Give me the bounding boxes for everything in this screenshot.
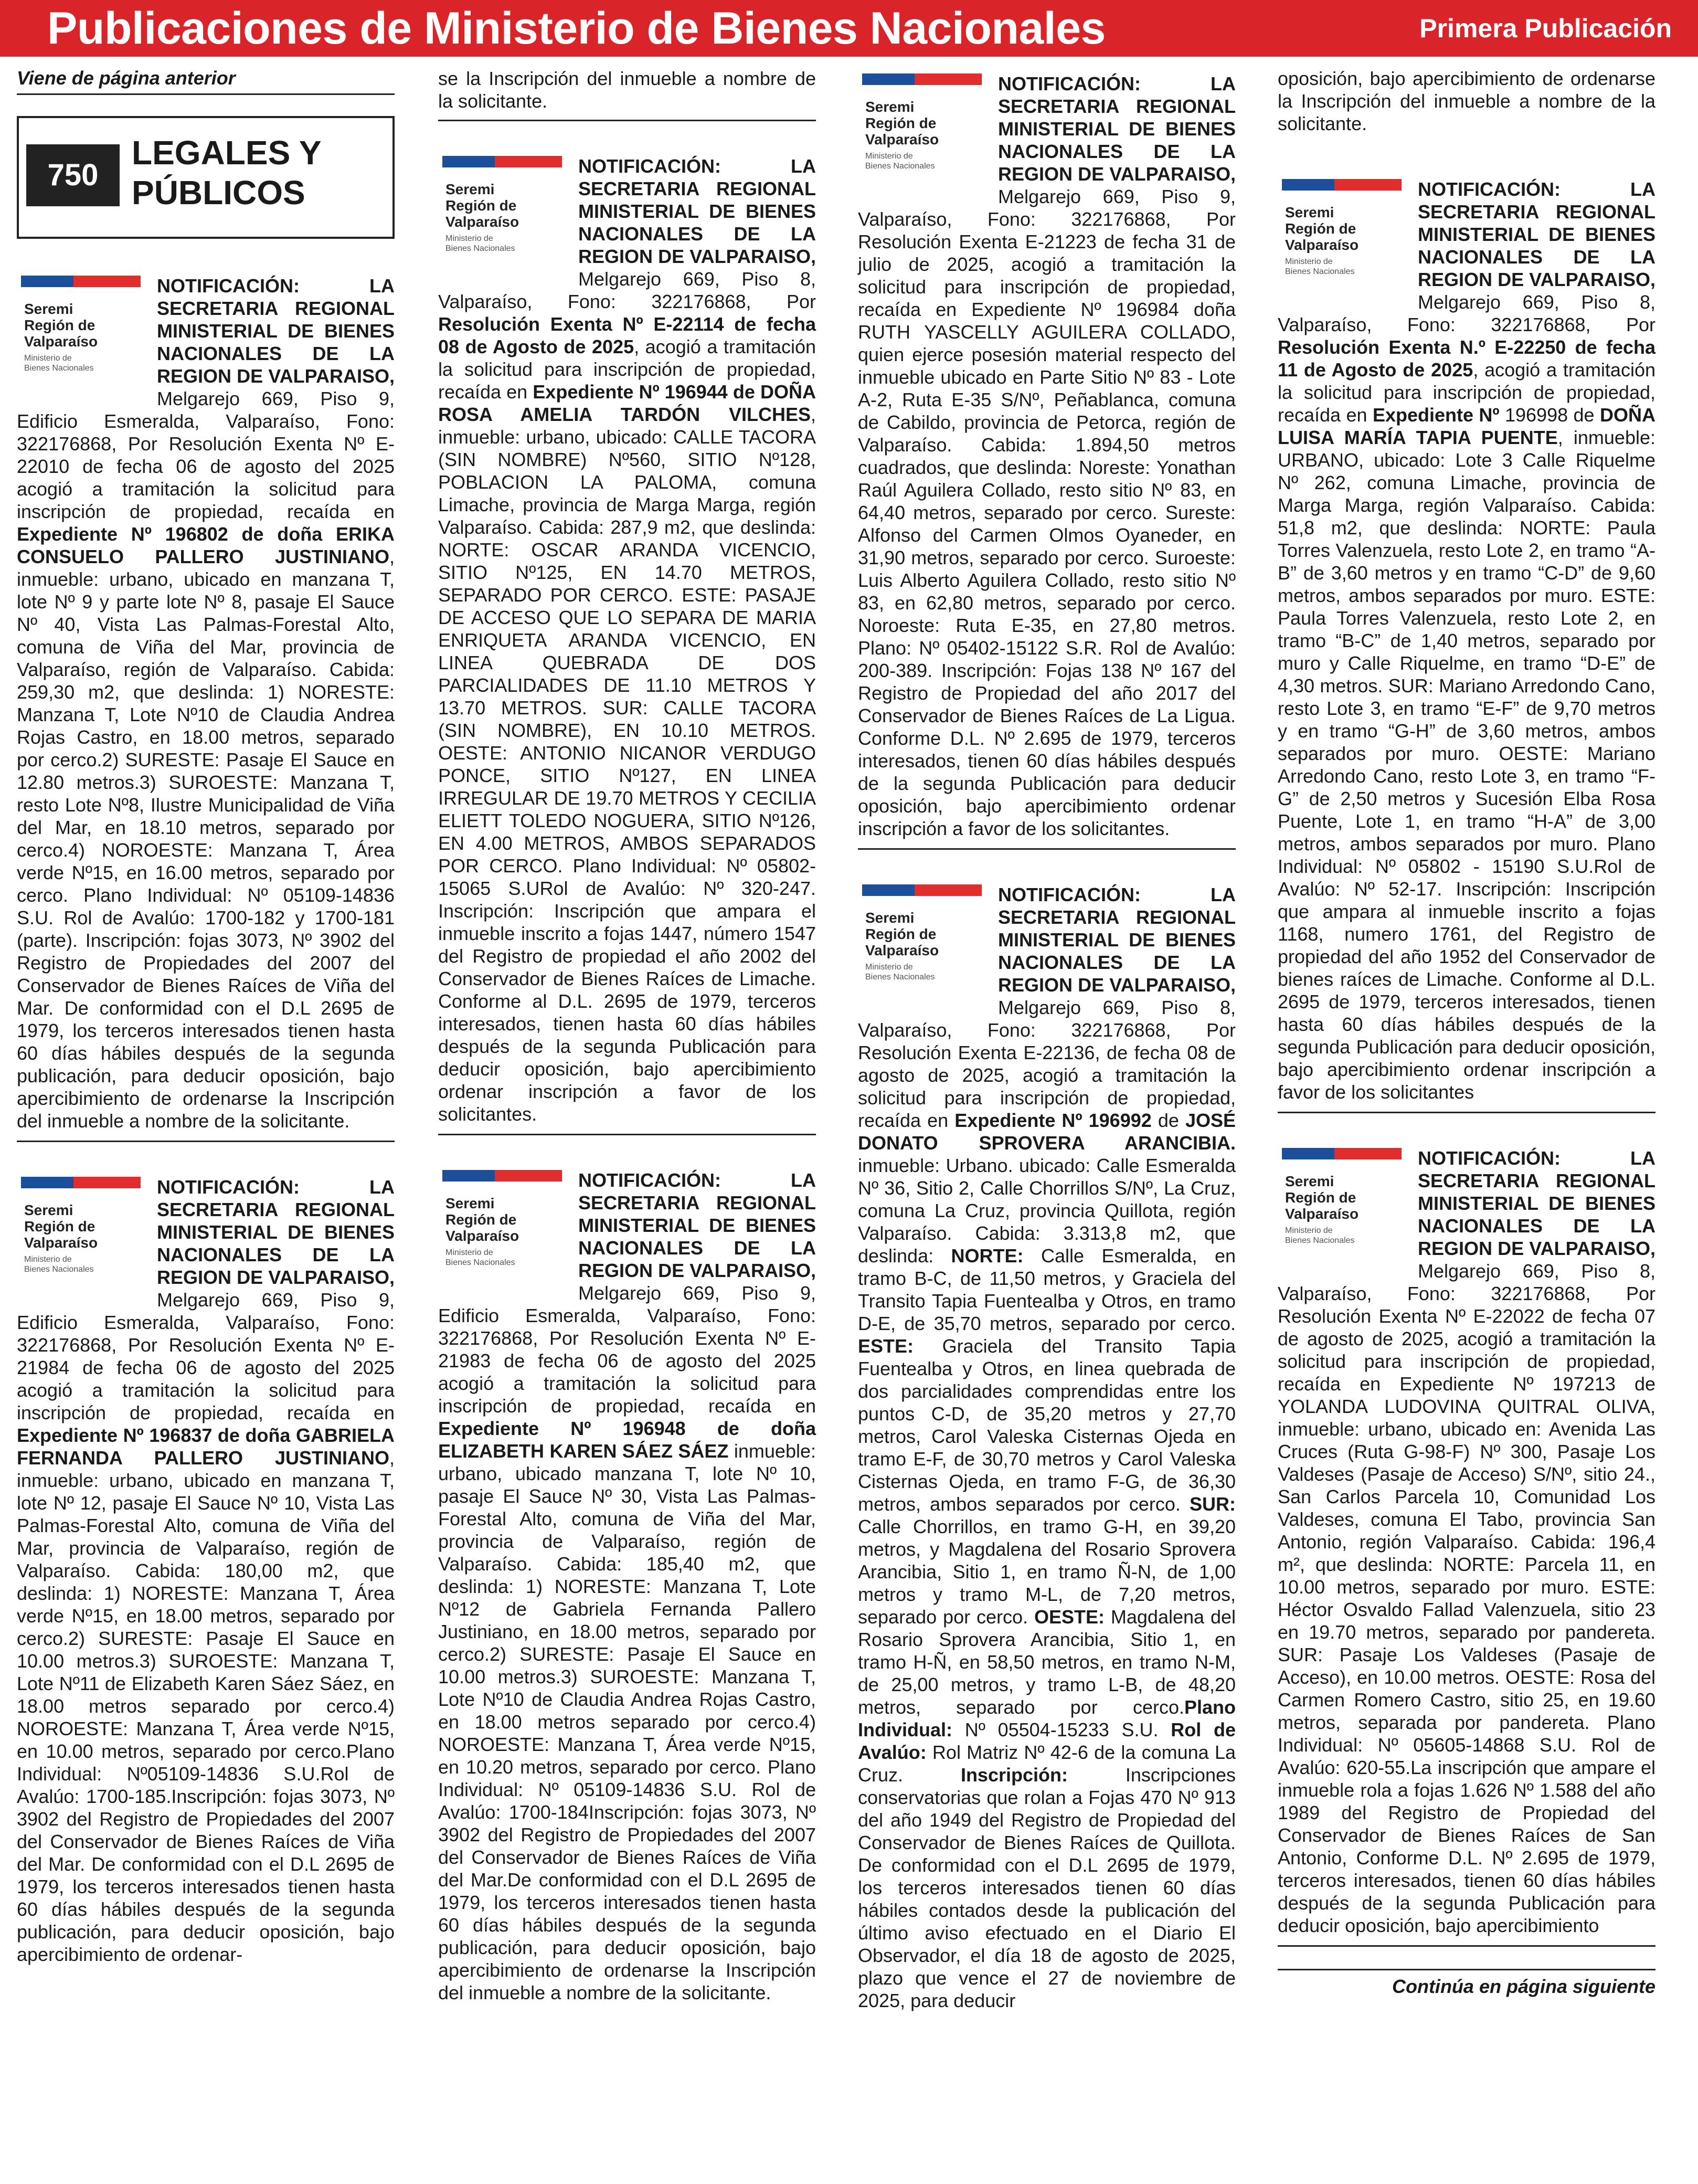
notice-text: [1278, 178, 1655, 1103]
logo-ministry-text: Ministerio de Bienes Nacionales: [865, 963, 935, 982]
notice-4: [438, 1157, 816, 2012]
header-title: Publicaciones de Ministerio de Bienes Nacionales: [47, 3, 1106, 54]
notice-body: , inmueble: URBANO, ubicado: Lote 3 Calle Riquelme Nº 262, comuna Limache, provincia de Marga Marga, región Valparaíso. Cabida: 51,8 m2, que deslinda: NORTE: Paula Torres Valenzuela, resto Lote 2, en tramo “A-B” de 3,60 metros y en tramo “C-D” de 9,60 metros, ambos separados por muro. ESTE: Paula Torres Valenzuela, resto Lote 2, en tramo “B-C” de 1,40 metros, separado por muro y Calle Riquelme, en tramo “D-E” de 4,30 metros. SUR: Mariano Arredondo Cano, resto Lote 3, en tramo “E-F” de 9,70 metros y en tramo “G-H” de 3,60 metros, ambos separados por muro. OESTE: Mariano Arredondo Cano, resto Lote 3, en tramo “F-G” de 2,50 metros y Sucesión Elba Rosa Puente, Lote 1, en tramo “H-A” de 3,00 metros, ambos separados por muro. Plano Individual: Nº 05802 - 15190 S.U.Rol de Avalúo: Nº 52-17. Inscripción: Inscripción que ampara al inmueble inscrito a fojas 1168, numero 1761, del Registro de propiedad del año 1952 del Conservador de bienes raíces de Limache. Conforme al D.L. 2695 de 1979, terceros interesados, tienen hasta 60 días hábiles después de la segunda Publicación para deducir oposición, bajo apercibimiento ordenar inscripción a favor de los solicitantes: [1278, 427, 1655, 1103]
flag-red: [1334, 1148, 1402, 1159]
seremi-logo: [1278, 178, 1406, 291]
seremi-logo: [17, 275, 145, 387]
column-4: [1278, 67, 1655, 1998]
section-number: 750: [26, 144, 120, 206]
flag-bar: [1282, 1148, 1402, 1159]
notice-5: [858, 67, 1236, 850]
notice-highlight: OESTE:: [1034, 1606, 1105, 1628]
notice-highlight: Expediente Nº 196992: [954, 1110, 1152, 1131]
notice-body: Calle Esmeralda, en tramo B-C, de 11,50 metros, y Graciela del Transito Tapia Fuentealba y Otros, en tramo D-E, de 35,70 metros, separado por cerco.: [858, 1245, 1236, 1334]
flag-red: [1334, 179, 1402, 191]
notice-body: , acogió a tramitación la solicitud para inscripción de propiedad, recaída en: [438, 336, 816, 403]
section-title: LEGALES Y PÚBLICOS: [132, 134, 321, 212]
notice-8: [1278, 1135, 1655, 1947]
column-4-intro: oposición, bajo apercibimiento de ordenarse la Inscripción del inmueble a nombre de la solicitante.: [1278, 68, 1655, 134]
notice-body: Melgarejo 669, Piso 9, Valparaíso, Fono: 322176868, Por Resolución Exenta E-21223 de fecha 31 de julio de 2025, acogió a tramitación la solicitud para inscripción de propiedad, recaída en Expediente Nº 196984 doña RUTH YASCELLY AGUILERA COLLADO, quien ejerce posesión material respecto del inmueble ubicado en Parte Sitio Nº 83 - Lote A-2, Ruta E-35 S/Nº, Peñablanca, comuna de Cabildo, provincia de Petorca, región de Valparaíso. Cabida: 1.894,50 metros cuadrados, que deslinda: Noreste: Yonathan Raúl Aguilera Collado, resto sitio Nº 83, en 64,40 metros, separado por cerco. Sureste: Alfonso del Carmen Olmos Oyaneder, en 31,90 metros, separado por cerco. Suroeste: Luis Alberto Aguilera Collado, resto sitio Nº 83, en 62,80 metros, separado por cerco. Noroeste: Ruta E-35, en 27,80 metros. Plano: Nº 05402-15122 S.R. Rol de Avalúo: 200-389. Inscripción: Fojas 138 Nº 167 del Registro de Propiedad del año 2017 del Conservador de Bienes Raíces de La Ligua. Conforme D.L. Nº 2.695 de 1979, terceros interesados, tienen 60 días hábiles después de la segunda Publicación para deducir oposición, bajo apercibimiento ordenar inscripción a favor de los solicitantes.: [858, 186, 1236, 839]
notice-body: Melgarejo 669, Piso 8, Valparaíso, Fono: 322176868, Por: [1278, 291, 1655, 335]
notice-body: inmueble: urbano, ubicado manzana T, lote Nº 10, pasaje El Sauce Nº 30, Vista Las Palmas-Forestal Alto, comuna de Viña del Mar, provincia de Valparaíso, región de Valparaíso. Cabida: 185,40 m2, que deslinda: 1) NORESTE: Manzana T, Lote Nº12 de Gabriela Fernanda Pallero Justiniano, en 18.00 metros, separado por cerco.2) SURESTE: Pasaje El Sauce en 10.00 metros.3) SUROESTE: Manzana T, Lote Nº10 de Claudia Andrea Rojas Castro, en 18.00 metros separado por cerco.4) NOROESTE: Manzana T, Área verde Nº15, en 10.20 metros, separado por cerco. Plano Individual: Nº 05109-14836 S.U. Rol de Avalúo: 1700-184Inscripción: fojas 3073, Nº 3902 del Registro de Propiedades del 2007 del Conservador de Bienes Raíces de Viña del Mar.De conformidad con el D.L 2695 de 1979, los terceros interesados tienen hasta 60 días hábiles después de la segunda publicación, para deducir oposición, bajo apercibimiento de ordenarse la Inscripción del inmueble a nombre de la solicitante.: [438, 1440, 816, 2003]
notice-body: 196998 de: [1499, 404, 1600, 426]
column-2-intro: se la Inscripción del inmueble a nombre de la solicitante.: [438, 67, 816, 121]
flag-red: [495, 156, 562, 167]
flag-bar: [862, 73, 982, 85]
column-3: [858, 67, 1236, 2042]
notice-body: Calle Chorrillos, en tramo G-H, en 39,20 metros, y Magdalena del Rosario Sprovera Arancibia, Sitio 1, en tramo Ñ-N, de 1,00 metros y tramo M-L, de 7,20 metros, separado por cerco.: [858, 1516, 1236, 1628]
seremi-logo: [17, 1176, 145, 1289]
flag-blue: [442, 1170, 495, 1181]
notice-body: Melgarejo 669, Piso 9, Edificio Esmeralda, Valparaíso, Fono: 322176868, Por Resolución Exenta Nº E-22010 de fecha 06 de agosto del 2025 acogió a tramitación la solicitud para inscripción de propiedad, recaída en: [17, 388, 395, 522]
notice-body: , inmueble: urbano, ubicado en manzana T, lote Nº 12, pasaje El Sauce Nº 10, Vista Las Palmas-Forestal Alto, comuna de Viña del Mar, provincia de Valparaíso, región de Valparaíso. Cabida: 180,00 m2, que deslinda: 1) NORESTE: Manzana T, Área verde Nº15, en 18.00 metros, separado por cerco.2) SURESTE: Pasaje El Sauce en 10.00 metros.3) SUROESTE: Manzana T, Lote Nº11 de Elizabeth Karen Sáez Sáez, en 18.00 metros separado por cerco.4) NOROESTE: Manzana T, Área verde Nº15, en 10.00 metros, separado por cerco.Plano Individual: Nº05109-14836 S.U.Rol de Avalúo: 1700-185.Inscripción: fojas 3073, Nº 3902 del Registro de Propiedades del 2007 del Conservador de Bienes Raíces de Viña del Mar. De conformidad con el D.L 2695 de 1979, los terceros interesados tienen hasta 60 días hábiles después de la segunda publicación, para deducir oposición, bajo apercibimiento de ordenar-: [17, 1447, 395, 1965]
page-header: [0, 0, 1698, 57]
notice-highlight: Inscripción:: [960, 1764, 1068, 1786]
logo-region-text: Seremi Región de Valparaíso: [1285, 204, 1359, 253]
notice-highlight: Resolución Exenta N.º E-22250 de fecha 11 de Agosto de 2025: [1278, 336, 1655, 381]
notice-highlight: Expediente Nº 196948 de doña ELIZABETH KAREN SÁEZ SÁEZ: [438, 1418, 816, 1462]
flag-blue: [862, 73, 915, 85]
notice-highlight: ESTE:: [858, 1335, 914, 1357]
notice-highlight: Plano Individual:: [858, 1696, 1236, 1740]
notice-highlight: DOÑA LUISA MARÍA TAPIA PUENTE: [1278, 404, 1655, 448]
column-2: [438, 67, 816, 2034]
flag-red: [915, 884, 982, 896]
notice-text: [858, 883, 1236, 2012]
flag-blue: [862, 884, 915, 896]
flag-red: [495, 1170, 562, 1181]
notice-body: Melgarejo 669, Piso 8, Valparaíso, Fono: 322176868, Por: [438, 268, 816, 312]
flag-blue: [442, 156, 495, 167]
seremi-logo: [1278, 1147, 1406, 1260]
logo-ministry-text: Ministerio de Bienes Nacionales: [865, 152, 935, 171]
notice-heading: NOTIFICACIÓN: LA SECRETARIA REGIONAL MINISTERIAL DE BIENES NACIONALES DE LA REGION DE VALPARAISO,: [998, 73, 1236, 185]
notice-highlight: JOSÉ DONATO SPROVERA ARANCIBIA.: [858, 1110, 1236, 1154]
flag-bar: [21, 1177, 141, 1188]
notice-highlight: Resolución Exenta Nº E-22114 de fecha 08 de Agosto de 2025: [438, 313, 816, 357]
logo-region-text: Seremi Región de Valparaíso: [24, 1202, 98, 1251]
continued-to-note: Continúa en página siguiente: [1278, 1969, 1655, 1998]
notice-heading: NOTIFICACIÓN: LA SECRETARIA REGIONAL MINISTERIAL DE BIENES NACIONALES DE LA REGION DE VALPARAISO,: [578, 155, 816, 267]
logo-region-text: Seremi Región de Valparaíso: [1285, 1173, 1359, 1222]
notice-highlight: Expediente Nº 196944 de DOÑA ROSA AMELIA TARDÓN VILCHES: [438, 381, 816, 425]
logo-ministry-text: Ministerio de Bienes Nacionales: [1285, 257, 1355, 276]
notice-text: [1278, 1147, 1655, 1937]
notice-3: [438, 143, 816, 1135]
notice-body: , inmueble: urbano, ubicado en manzana T, lote Nº 9 y parte lote Nº 8, pasaje El Sauce Nº 40, Vista Las Palmas-Forestal Alto, comuna de Viña del Mar, provincia de Valparaíso, región de Valparaíso. Cabida: 259,30 m2, que deslinda: 1) NORESTE: Manzana T, Lote Nº10 de Claudia Andrea Rojas Castro, en 18.00 metros, separado por cerco.2) SURESTE: Pasaje El Sauce en 12.80 metros.3) SUROESTE: Manzana T, resto Lote Nº8, Ilustre Municipalidad de Viña del Mar, en 18.10 metros, separado por cerco.4) NOROESTE: Manzana T, Área verde Nº15, en 16.00 metros, separado por cerco. Plano Individual: Nº 05109-14836 S.U. Rol de Avalúo: 1700-182 y 1700-181 (parte). Inscripción: fojas 3073, Nº 3902 del Registro de Propiedades del 2007 del Conservador de Bienes Raíces de Viña del Mar. De conformidad con el D.L 2695 de 1979, los terceros interesados tienen hasta 60 días hábiles después de la segunda publicación, para deducir oposición, bajo apercibimiento de ordenarse la Inscripción del inmueble a nombre de la solicitante.: [17, 546, 395, 1132]
notice-heading: NOTIFICACIÓN: LA SECRETARIA REGIONAL MINISTERIAL DE BIENES NACIONALES DE LA REGION DE VALPARAISO,: [578, 1169, 816, 1281]
notice-text: [17, 1176, 395, 1966]
notice-heading: NOTIFICACIÓN: LA SECRETARIA REGIONAL MINISTERIAL DE BIENES NACIONALES DE LA REGION DE VALPARAISO,: [157, 275, 395, 387]
notice-heading: NOTIFICACIÓN: LA SECRETARIA REGIONAL MINISTERIAL DE BIENES NACIONALES DE LA REGION DE VALPARAISO,: [157, 1176, 395, 1288]
notice-heading: NOTIFICACIÓN: LA SECRETARIA REGIONAL MINISTERIAL DE BIENES NACIONALES DE LA REGION DE VALPARAISO,: [998, 884, 1236, 996]
notice-body: Melgarejo 669, Piso 8, Valparaíso, Fono: 322176868, Por Resolución Exenta E-22136, de fecha 08 de agosto de 2025, acogió a tramitación la solicitud para inscripción de propiedad, recaída en: [858, 997, 1236, 1131]
flag-bar: [442, 1170, 562, 1181]
notice-body: inmueble: Urbano. ubicado: Calle Esmeralda Nº 36, Sitio 2, Calle Chorrillos S/Nº, La Cruz, comuna La Cruz, provincia Quillota, región Valparaíso. Cabida: 3.313,8 m2, que deslinda:: [858, 1155, 1236, 1267]
notice-body: Melgarejo 669, Piso 9, Edificio Esmeralda, Valparaíso, Fono: 322176868, Por Resolución Exenta Nº E-21983 de fecha 06 de agosto del 2025 acogió a tramitación la solicitud para inscripción de propiedad, recaída en: [438, 1282, 816, 1417]
logo-ministry-text: Ministerio de Bienes Nacionales: [445, 234, 515, 253]
notice-highlight: Expediente Nº 196802 de doña ERIKA CONSUELO PALLERO JUSTINIANO: [17, 523, 395, 567]
logo-region-text: Seremi Región de Valparaíso: [865, 99, 939, 147]
seremi-logo: [438, 1169, 567, 1282]
notice-7: [1278, 166, 1655, 1113]
notice-highlight: SUR:: [1190, 1493, 1236, 1515]
flag-blue: [1282, 179, 1334, 191]
notice-body: Inscripciones conservatorias que rolan a Fojas 470 Nº 913 del año 1949 del Registro de Propiedad del Conservador de Bienes Raíces de Quillota. De conformidad con el D.L 2695 de 1979, los terceros interesados tienen 60 días hábiles contados desde la publicación del último aviso efectuado en el Diario El Observador, el día 18 de agosto de 2025, plazo que vence el 27 de noviembre de 2025, para deducir: [858, 1764, 1236, 2011]
notice-highlight: Expediente Nº: [1372, 404, 1500, 426]
notice-text: [17, 275, 395, 1132]
notice-body: Graciela del Transito Tapia Fuentealba y Otros, en linea quebrada de dos parcialidades comprendidas entre los puntos C-D, de 35,20 metros y 27,70 metros, Carol Valeska Cisternas Ojeda en tramo E-F, de 30,70 metros y Carol Valeska Cisternas Ojeda, en tramo F-G, de 36,30 metros, ambos separados por cerco.: [858, 1335, 1236, 1515]
flag-red: [915, 73, 982, 85]
logo-ministry-text: Ministerio de Bienes Nacionales: [24, 1255, 94, 1274]
publication-label: Primera Publicación: [1419, 14, 1672, 43]
notice-text: [438, 1169, 816, 2004]
column-1: [17, 67, 395, 1996]
notice-text: [438, 155, 816, 1125]
notice-body: , inmueble: urbano, ubicado: CALLE TACORA (SIN NOMBRE) Nº560, SITIO Nº128, POBLACION LA PALOMA, comuna Limache, provincia de Marga Marga, región Valparaíso. Cabida: 287,9 m2, que deslinda: NORTE: OSCAR ARANDA VICENCIO, SITIO Nº125, EN 14.70 METROS, SEPARADO POR CERCO. ESTE: PASAJE DE ACCESO QUE LO SEPARA DE MARIA ENRIQUETA ARANDA VICENCIO, EN LINEA QUEBRADA DE DOS PARCIALIDADES DE 11.10 METROS Y 13.70 METROS. SUR: CALLE TACORA (SIN NOMBRE), EN 10.10 METROS. OESTE: ANTONIO NICANOR VERDUGO PONCE, SITIO Nº127, EN LINEA IRREGULAR DE 19.70 METROS Y CECILIA ELIETT TOLEDO NOGUERA, SITIO Nº126, EN 4.00 METROS, AMBOS SEPARADOS POR CERCO. Plano Individual: Nº 05802-15065 S.URol de Avalúo: Nº 320-247. Inscripción: Inscripción que ampara el inmueble inscrito a fojas 1447, número 1547 del Registro de propiedad el año 2002 del Conservador de Bienes Raíces de Limache. Conforme al D.L. 2695 de 1979, terceros interesados, tienen hasta 60 días hábiles después de la segunda Publicación para deducir oposición, bajo apercibimiento ordenar inscripción a favor de los solicitantes.: [438, 404, 816, 1125]
section-box: [17, 116, 395, 239]
notice-text: [858, 72, 1236, 840]
flag-bar: [862, 884, 982, 896]
notice-body: Melgarejo 669, Piso 9, Edificio Esmeralda, Valparaíso, Fono: 322176868, Por Resolución Exenta Nº E-21984 de fecha 06 de agosto del 2025 acogió a tramitación la solicitud para inscripción de propiedad, recaída en: [17, 1289, 395, 1423]
seremi-logo: [858, 72, 986, 185]
notice-body: Nº 05504-15233 S.U.: [952, 1719, 1171, 1740]
logo-region-text: Seremi Región de Valparaíso: [445, 1195, 519, 1244]
logo-ministry-text: Ministerio de Bienes Nacionales: [445, 1248, 515, 1267]
seremi-logo: [438, 155, 567, 268]
notice-highlight: Expediente Nº 196837 de doña GABRIELA FERNANDA PALLERO JUSTINIANO: [17, 1425, 395, 1469]
notice-body: , acogió a tramitación la solicitud para inscripción de propiedad, recaída en: [1278, 359, 1655, 426]
notice-highlight: NORTE:: [951, 1245, 1024, 1267]
logo-region-text: Seremi Región de Valparaíso: [24, 301, 98, 350]
flag-red: [73, 1177, 141, 1188]
notice-heading: NOTIFICACIÓN: LA SECRETARIA REGIONAL MINISTERIAL DE BIENES NACIONALES DE LA REGION DE VALPARAISO,: [1418, 178, 1655, 290]
flag-bar: [442, 156, 562, 167]
flag-red: [73, 276, 141, 287]
notice-6: [858, 872, 1236, 2020]
continued-from-note: Viene de página anterior: [17, 67, 395, 95]
notice-heading: NOTIFICACIÓN: LA SECRETARIA REGIONAL MINISTERIAL DE BIENES NACIONALES DE LA REGION DE VALPARAISO,: [1418, 1147, 1655, 1259]
logo-region-text: Seremi Región de Valparaíso: [445, 181, 519, 230]
logo-ministry-text: Ministerio de Bienes Nacionales: [1285, 1226, 1355, 1245]
flag-blue: [1282, 1148, 1334, 1159]
notice-body: Magdalena del Rosario Sprovera Arancibia, Sitio 1, en tramo H-Ñ, en 58,50 metros, en tramo N-M, de 25,00 metros, y tramo L-B, de 48,20 metros, separado por cerco.: [858, 1606, 1236, 1718]
notice-body: de: [1151, 1110, 1185, 1131]
logo-ministry-text: Ministerio de Bienes Nacionales: [24, 354, 94, 373]
notice-highlight: Rol de Avalúo:: [858, 1719, 1236, 1763]
notice-1: [17, 263, 395, 1142]
logo-region-text: Seremi Región de Valparaíso: [865, 910, 939, 958]
notice-body: Melgarejo 669, Piso 8, Valparaíso, Fono: 322176868, Por Resolución Exenta Nº E-22022 de fecha 07 de agosto de 2025, acogió a tramitación la solicitud para inscripción de propiedad, recaída en Expediente Nº 197213 de YOLANDA LUDOVINA QUITRAL OLIVA, inmueble: urbano, ubicado en: Avenida Las Cruces (Ruta G-98-F) Nº 300, Pasaje Los Valdeses (Pasaje de Acceso) S/Nº, sitio 24., San Carlos Parcela 10, Comunidad Los Valdeses, comuna El Tabo, provincia San Antonio, región Valparaíso. Cabida: 196,4 m², que deslinda: NORTE: Parcela 11, en 10.00 metros, separado por muro. ESTE: Héctor Osvaldo Fallad Valenzuela, sitio 23 en 19.70 metros, separado por pandereta. SUR: Pasaje Los Valdeses (Pasaje de Acceso), en 10.00 metros. OESTE: Rosa del Carmen Romero Castro, sitio 25, en 19.60 metros, separada por pandereta. Plano Individual: Nº 05605-14868 S.U. Rol de Avalúo: 620-55.La inscripción que ampare el inmueble rola a fojas 1.626 Nº 1.588 del año 1989 del Registro de Propiedad del Conservador de Bienes Raíces de San Antonio, Conforme D.L. Nº 2.695 de 1979, terceros interesados, tienen 60 días hábiles después de la segunda Publicación para deducir oposición, bajo apercibimiento: [1278, 1260, 1655, 1936]
flag-blue: [21, 276, 73, 287]
flag-bar: [1282, 179, 1402, 191]
seremi-logo: [858, 883, 986, 996]
flag-bar: [21, 276, 141, 287]
notice-body: Rol Matriz Nº 42-6 de la comuna La Cruz.: [858, 1742, 1236, 1786]
flag-blue: [21, 1177, 73, 1188]
notice-2: [17, 1164, 395, 1974]
